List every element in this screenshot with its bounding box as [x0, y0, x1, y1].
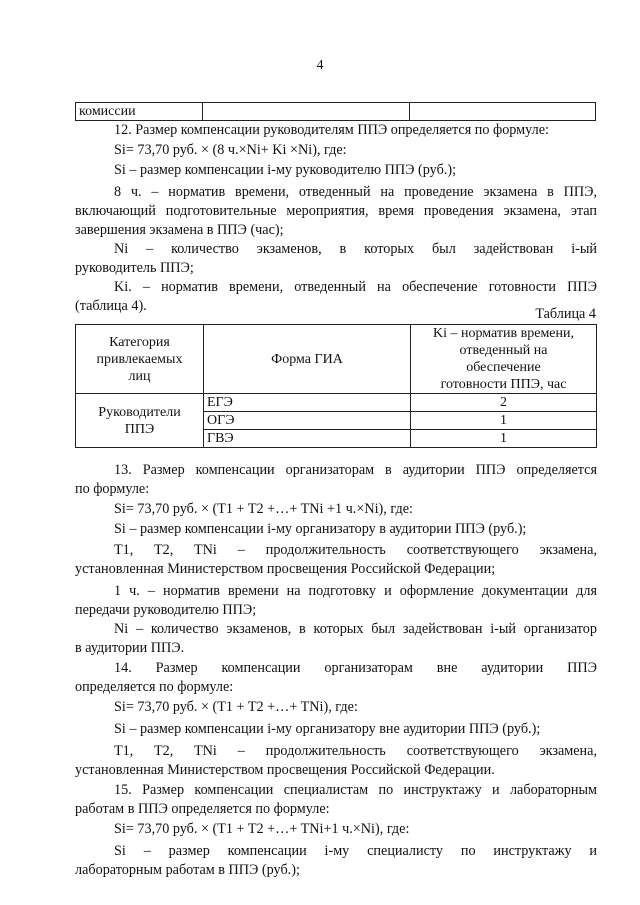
p14-heading-line1: 14. Размер компенсации организаторам вне аудитории ППЭ	[114, 660, 597, 676]
p12-def-si: Si – размер компенсации i-му руководителю ППЭ (руб.);	[114, 162, 457, 178]
header-category	[76, 325, 204, 394]
form-cell: ЕГЭ	[204, 394, 411, 412]
p12-def-8h-line3: завершения экзамена в ППЭ (час);	[75, 222, 284, 238]
p14-heading-line2: определяется по формуле:	[75, 679, 234, 695]
category-cell	[76, 394, 204, 448]
p15-heading-line2: работам в ППЭ определяется по формуле:	[75, 801, 330, 817]
p14-def-si: Si – размер компенсации i-му организатору вне аудитории ППЭ (руб.);	[114, 721, 541, 737]
header-line: отведенный на	[459, 343, 548, 358]
p13-heading-line2: по формуле:	[75, 481, 150, 497]
value-cell: 1	[411, 430, 597, 448]
p12-def-ni-line2: руководитель ППЭ;	[75, 260, 194, 276]
header-line: привлекаемых	[96, 351, 183, 367]
header-line: Ki – норматив времени,	[433, 326, 574, 341]
p13-def-t-line2: установленная Министерством просвещения Российской Федерации;	[75, 561, 496, 577]
header-line: Форма ГИА	[271, 351, 343, 367]
p13-def-si: Si – размер компенсации i-му организатору в аудитории ППЭ (руб.);	[114, 521, 527, 537]
p12-def-8h-line2: включающий подготовительные мероприятия, время проведения экзамена, этап	[75, 203, 597, 219]
category-line: Руководители	[98, 404, 181, 420]
header-line: лиц	[128, 368, 151, 384]
p12-def-8h-line1: 8 ч. – норматив времени, отведенный на проведение экзамена в ППЭ,	[114, 184, 597, 200]
table-cell-empty	[203, 103, 410, 121]
p14-def-t-line1: T1, T2, TNi – продолжительность соответствующего экзамена,	[114, 743, 597, 759]
p14-def-t-line2: установленная Министерством просвещения Российской Федерации.	[75, 762, 495, 778]
header-line: Категория	[109, 334, 170, 350]
p12-def-ki-line1: Ki. – норматив времени, отведенный на обеспечение готовности ППЭ	[114, 279, 597, 295]
p13-def-1h-line1: 1 ч. – норматив времени на подготовку и оформление документации для	[114, 583, 597, 599]
p12-def-ki-line2: (таблица 4).	[75, 298, 147, 314]
p15-formula: Si= 73,70 руб. × (T1 + T2 +…+ TNi+1 ч.×Ni), где:	[114, 821, 410, 837]
header-line: обеспечение	[466, 360, 541, 375]
p14-formula: Si= 73,70 руб. × (T1 + T2 +…+ TNi), где:	[114, 699, 358, 715]
table-row	[76, 394, 597, 412]
p12-formula: Si= 73,70 руб. × (8 ч.×Ni+ Ki ×Ni), где:	[114, 142, 347, 158]
header-line: готовности ППЭ, час	[440, 377, 567, 392]
p13-def-1h-line2: передачи руководителю ППЭ;	[75, 602, 257, 618]
p15-def-si-line2: лабораторным работам в ППЭ (руб.);	[75, 862, 300, 878]
table4-caption: Таблица 4	[535, 306, 596, 322]
header-form	[204, 325, 411, 394]
table-cell: комиссии	[76, 103, 203, 121]
p13-def-ni-line2: в аудитории ППЭ.	[75, 640, 185, 656]
p13-def-ni-line1: Ni – количество экзаменов, в которых был задействован i-ый организатор	[114, 621, 597, 637]
p12-heading: 12. Размер компенсации руководителям ППЭ определяется по формуле:	[114, 122, 549, 138]
value-cell: 1	[411, 412, 597, 430]
value-cell: 2	[411, 394, 597, 412]
p15-def-si-line1: Si – размер компенсации i-му специалисту по инструктажу и	[114, 843, 597, 859]
page-number: 4	[316, 58, 324, 73]
category-line: ППЭ	[124, 421, 155, 437]
p15-heading-line1: 15. Размер компенсации специалистам по инструктажу и лабораторным	[114, 782, 597, 798]
continued-table	[75, 102, 596, 121]
table-cell-empty	[410, 103, 596, 121]
form-cell: ГВЭ	[204, 430, 411, 448]
form-cell: ОГЭ	[204, 412, 411, 430]
p12-def-ni-line1: Ni – количество экзаменов, в которых был задействован i-ый	[114, 241, 597, 257]
p13-heading-line1: 13. Размер компенсации организаторам в аудитории ППЭ определяется	[114, 462, 597, 478]
p13-formula: Si= 73,70 руб. × (T1 + T2 +…+ TNi +1 ч.×Ni), где:	[114, 501, 413, 517]
header-ki	[411, 325, 597, 394]
p13-def-t-line1: T1, T2, TNi – продолжительность соответствующего экзамена,	[114, 542, 597, 558]
table-4	[75, 324, 597, 448]
